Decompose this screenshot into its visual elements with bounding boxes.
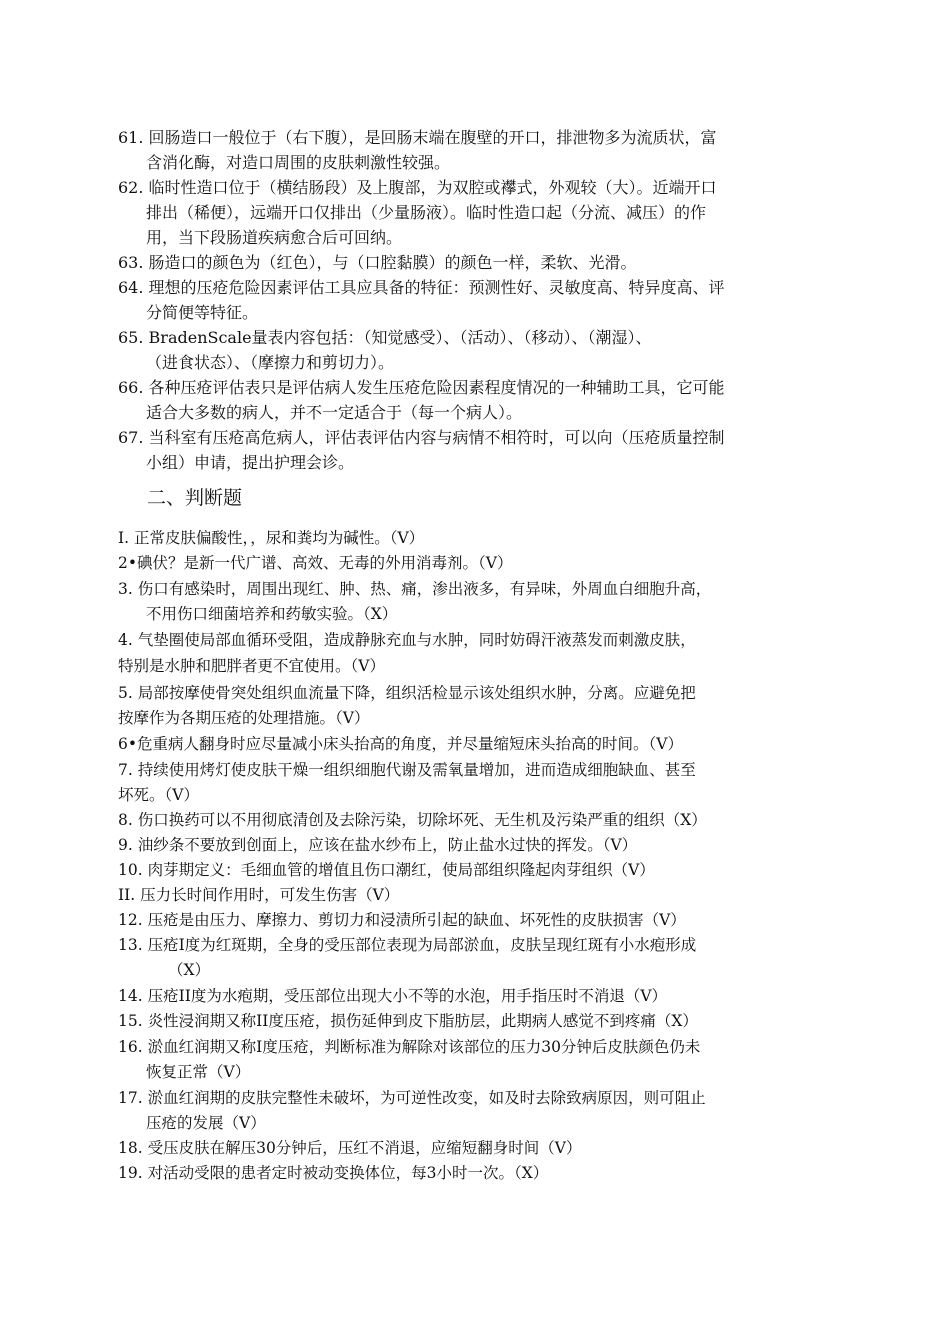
item-65-line-1: 65. BradenScale量表内容包括：（知觉感受）、（活动）、（移动）、（潮湿）、: [118, 328, 652, 347]
item-62-line-3: 用，当下段肠道疾病愈合后可回纳。: [146, 228, 403, 247]
judgment-item-17-line-2: 压疮的发展（V）: [146, 1114, 266, 1132]
item-61-line-1: 61. 回肠造口一般位于（右下腹），是回肠末端在腹壁的开口，排泄物多为流质状，富: [118, 128, 717, 147]
judgment-item-6: 6•危重病人翻身时应尽量减小床头抬高的角度，并尽量缩短床头抬高的时间。（V）: [118, 735, 683, 753]
item-64-line-2: 分简便等特征。: [146, 303, 259, 322]
judgment-item-5-line-1: 5. 局部按摩使骨突处组织血流量下降，组织活检显示该处组织水肿，分离。应避免把: [118, 684, 696, 702]
judgment-item-18: 18. 受压皮肤在解压30分钟后，压红不消退，应缩短翻身时间（V）: [118, 1139, 582, 1157]
judgment-item-4-line-1: 4. 气垫圈使局部血循环受阻，造成静脉充血与水肿，同时妨碍汗液蒸发而刺激皮肤，: [118, 631, 696, 649]
judgment-item-8: 8. 伤口换药可以不用彻底清创及去除污染，切除坏死、无生机及污染严重的组织（X）: [118, 811, 707, 829]
judgment-item-17-line-1: 17. 淤血红润期的皮肤完整性未破坏，为可逆性改变，如及时去除致病原因，则可阻止: [118, 1089, 706, 1107]
judgment-item-3-line-2: 不用伤口细菌培养和药敏实验。（X）: [146, 605, 398, 623]
judgment-item-4-line-2: 特别是水肿和肥胖者更不宜使用。（V）: [118, 657, 385, 675]
judgment-item-7-line-2: 坏死。（V）: [118, 786, 199, 804]
item-62-line-1: 62. 临时性造口位于（横结肠段）及上腹部，为双腔或襻式，外观较（大）。近端开口: [118, 178, 717, 197]
item-67-line-2: 小组）申请，提出护理会诊。: [146, 453, 355, 472]
judgment-item-5-line-2: 按摩作为各期压疮的处理措施。（V）: [118, 709, 370, 727]
item-66-line-1: 66. 各种压疮评估表只是评估病人发生压疮危险因素程度情况的一种辅助工具，它可能: [118, 378, 725, 397]
judgment-item-13-line-1: 13. 压疮I度为红斑期，全身的受压部位表现为局部淤血，皮肤呈现红斑有小水疱形成: [118, 936, 697, 954]
judgment-item-13-line-2: （X）: [168, 961, 211, 979]
item-65-line-2: （进食状态）、（摩擦力和剪切力）。: [146, 353, 395, 372]
judgment-item-9: 9. 油纱条不要放到创面上，应该在盐水纱布上，防止盐水过快的挥发。（V）: [118, 836, 638, 854]
judgment-item-12: 12. 压疮是由压力、摩擦力、剪切力和浸渍所引起的缺血、坏死性的皮肤损害（V）: [118, 911, 686, 929]
item-62-line-2: 排出（稀便），远端开口仅排出（少量肠液）。临时性造口起（分流、减压）的作: [146, 203, 707, 222]
judgment-item-14: 14. 压疮II度为水疱期，受压部位出现大小不等的水泡，用手指压时不消退（V）: [118, 987, 668, 1005]
judgment-item-3-line-1: 3. 伤口有感染时，周围出现红、肿、热、痛，渗出液多，有异味，外周血白细胞升高，: [118, 580, 712, 598]
judgment-item-16-line-2: 恢复正常（V）: [146, 1063, 251, 1081]
judgment-item-7-line-1: 7. 持续使用烤灯使皮肤干燥一组织细胞代谢及需氧量增加，进而造成细胞缺血、甚至: [118, 761, 696, 779]
item-67-line-1: 67. 当科室有压疮高危病人，评估表评估内容与病情不相符时，可以向（压疮质量控制: [118, 428, 725, 447]
judgment-item-1: I. 正常皮肤偏酸性，，尿和粪均为碱性。（V）: [118, 529, 425, 547]
item-61-line-2: 含消化酶，对造口周围的皮肤刺激性较强。: [146, 153, 451, 172]
item-64-line-1: 64. 理想的压疮危险因素评估工具应具备的特征：预测性好、灵敏度高、特异度高、评: [118, 278, 725, 297]
section-heading: 二、判断题: [147, 487, 243, 509]
item-63-line-1: 63. 肠造口的颜色为（红色），与（口腔黏膜）的颜色一样，柔软、光滑。: [118, 253, 637, 272]
judgment-item-15: 15. 炎性浸润期又称II度压疮，损伤延伸到皮下脂肪层，此期病人感觉不到疼痛（X）: [118, 1012, 698, 1030]
judgment-item-16-line-1: 16. 淤血红润期又称Ⅰ度压疮，判断标准为解除对该部位的压力30分钟后皮肤颜色仍未: [118, 1038, 701, 1056]
judgment-item-11: II. 压力长时间作用时，可发生伤害（V）: [118, 886, 400, 904]
item-66-line-2: 适合大多数的病人，并不一定适合于（每一个病人）。: [146, 403, 523, 422]
judgment-item-2: 2•碘伏？是新一代广谱、高效、无毒的外用消毒剂。（V）: [118, 554, 513, 572]
judgment-item-10: 10. 肉芽期定义：毛细血管的增值且伤口潮红，使局部组织隆起肉芽组织（V）: [118, 861, 655, 879]
judgment-item-19: 19. 对活动受限的患者定时被动变换体位，每3小时一次。（X）: [118, 1164, 549, 1182]
